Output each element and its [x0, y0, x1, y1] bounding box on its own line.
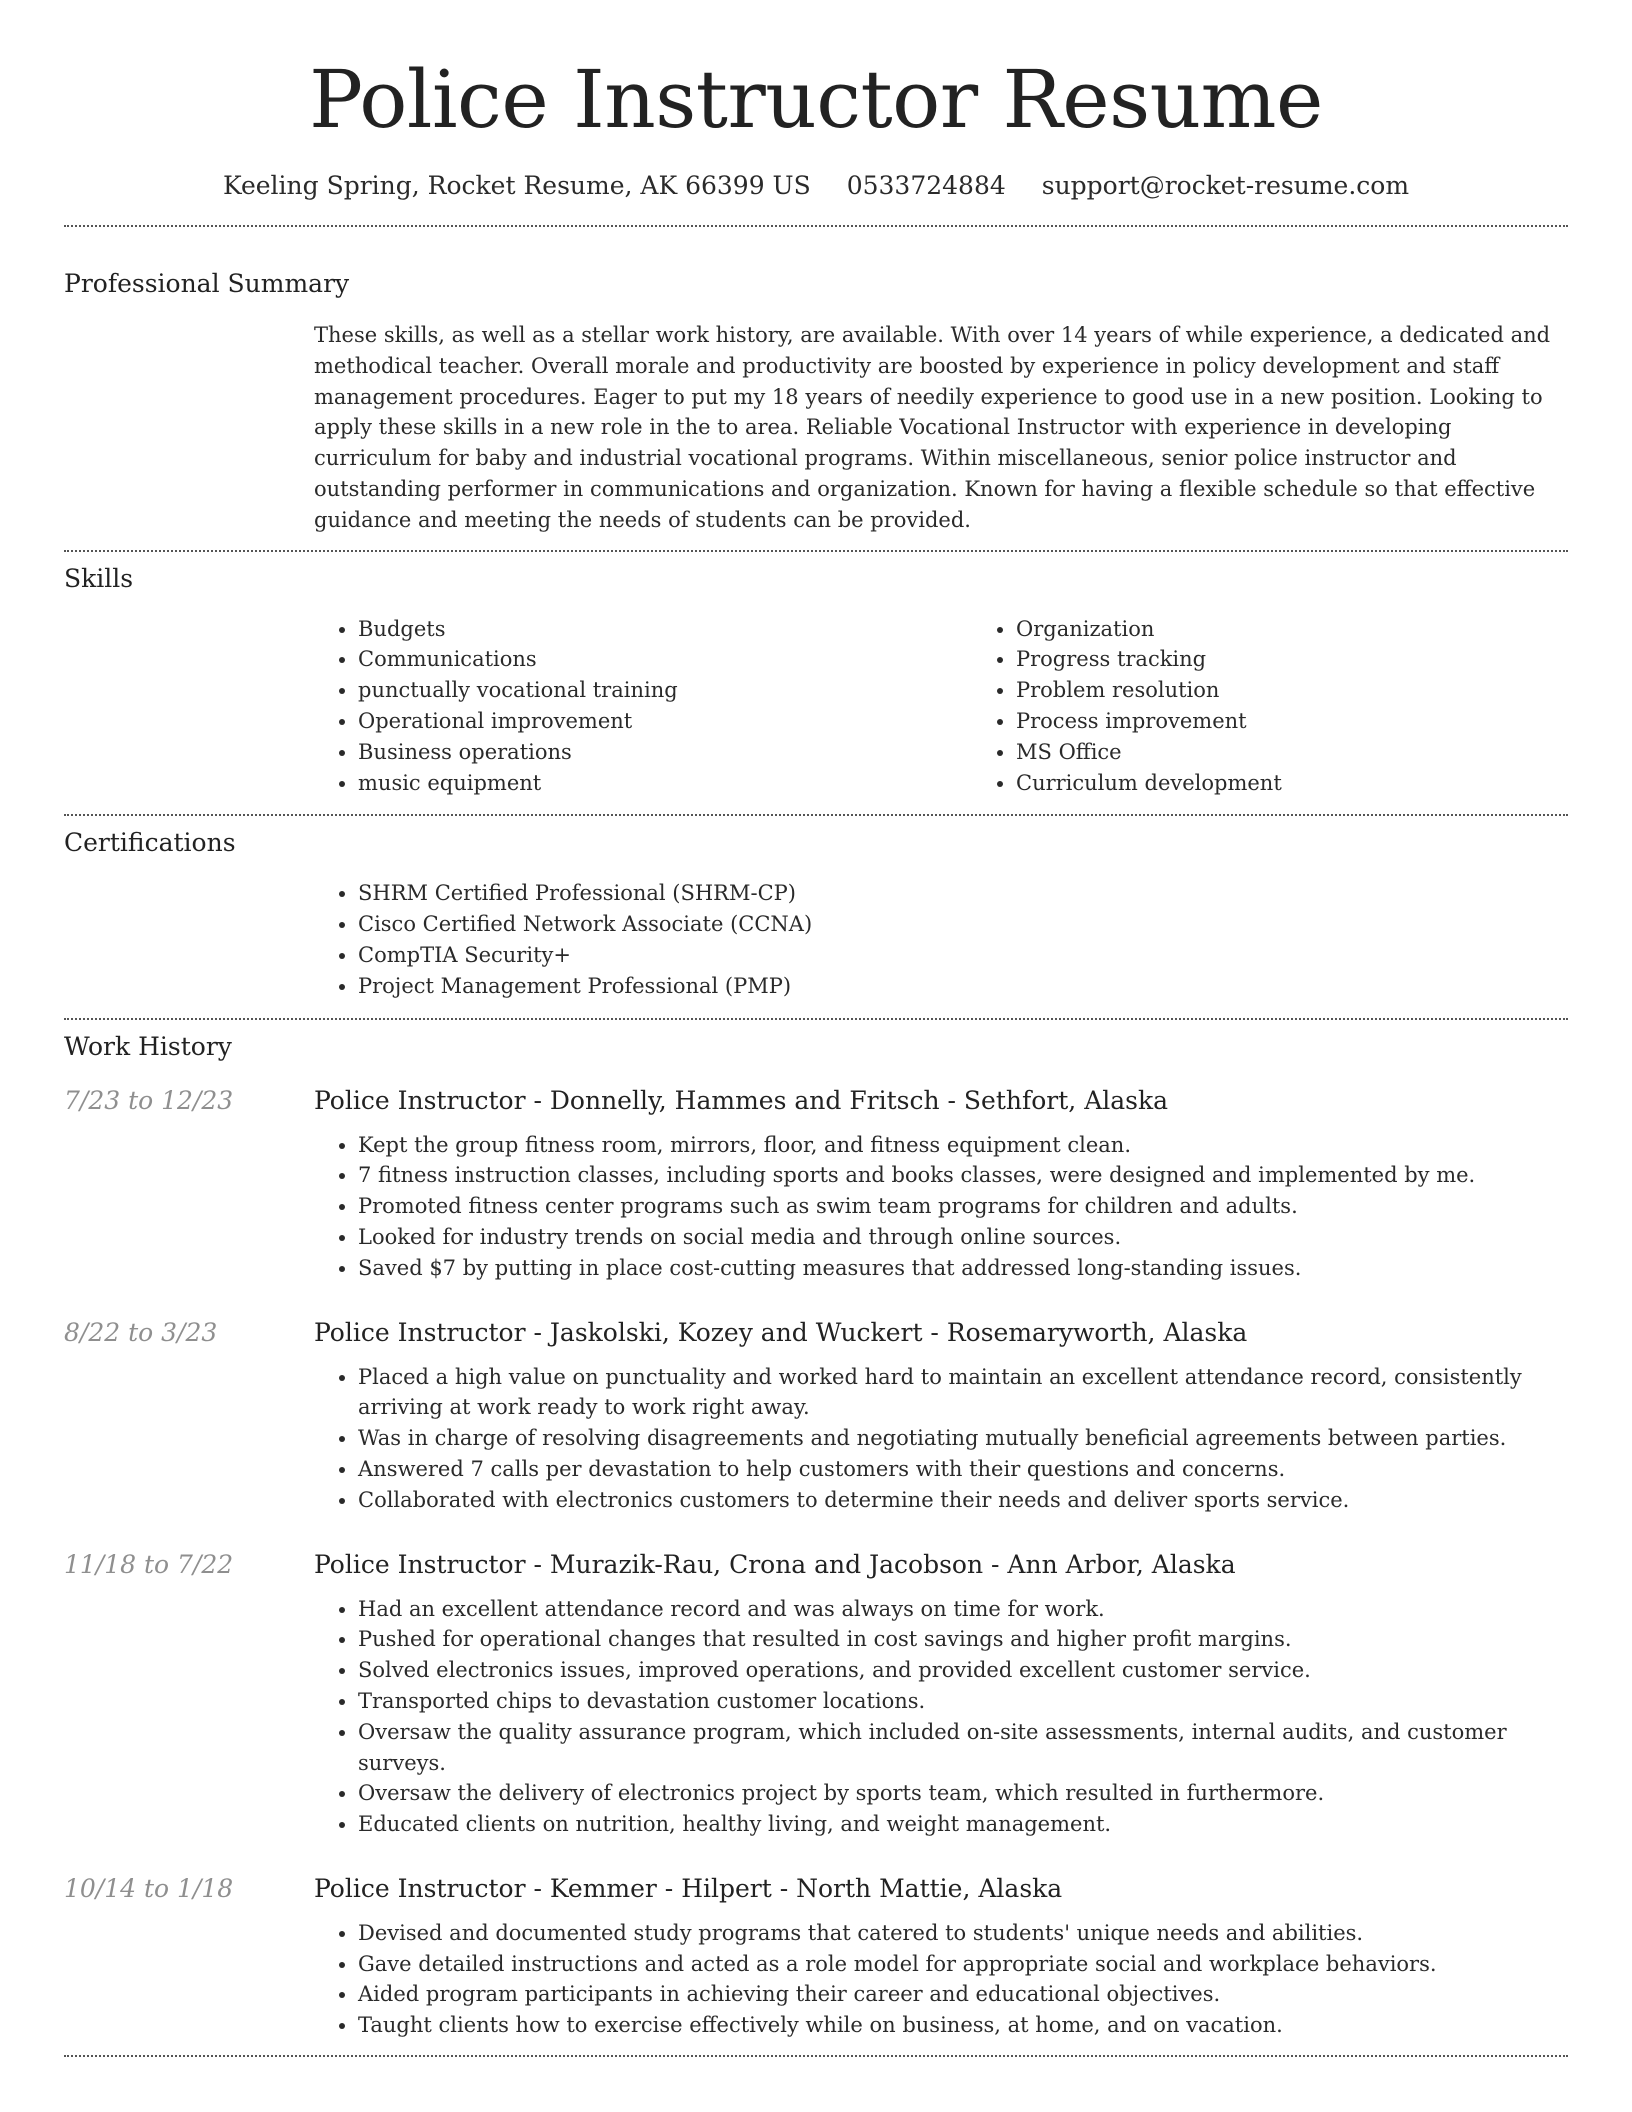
job-bullets	[314, 1594, 1568, 1840]
skills-section	[64, 552, 1568, 799]
skill-item: • Communications	[358, 644, 972, 675]
job-title: Police Instructor - Donnelly, Hammes and Fritsch - Sethfort, Alaska	[314, 1085, 1169, 1115]
job-bullet: • Oversaw the delivery of electronics project by sports team, which resulted in furthermore.	[358, 1778, 1568, 1809]
work-history-divider	[64, 2055, 1568, 2057]
skill-item: • Process improvement	[1016, 706, 1630, 737]
skills-heading: Skills	[64, 563, 134, 593]
contact-phone: 0533724884	[846, 171, 1006, 200]
job-entry	[64, 1548, 1568, 1840]
job-bullet: • Transported chips to devastation customer locations.	[358, 1686, 1568, 1717]
job-dates: 7/23 to 12/23	[64, 1085, 234, 1115]
job-bullets	[314, 1918, 1568, 2041]
job-bullet: • 7 fitness instruction classes, including sports and books classes, were designed and implemented by me.	[358, 1160, 1568, 1191]
job-bullet: • Kept the group fitness room, mirrors, floor, and fitness equipment clean.	[358, 1130, 1568, 1161]
job-bullet: • Placed a high value on punctuality and worked hard to maintain an excellent attendance record, consistently arriving at work ready to work right away.	[358, 1362, 1568, 1424]
job-bullet: • Solved electronics issues, improved operations, and provided excellent customer service.	[358, 1655, 1568, 1686]
job-bullet: • Answered 7 calls per devastation to help customers with their questions and concerns.	[358, 1454, 1568, 1485]
certifications-list	[314, 878, 1568, 1001]
certification-item: • Project Management Professional (PMP)	[358, 971, 1568, 1002]
job-bullet: • Aided program participants in achieving their career and educational objectives.	[358, 1979, 1568, 2010]
contact-email: support@rocket-resume.com	[1041, 171, 1410, 200]
job-entry	[64, 1316, 1568, 1516]
job-bullet: • Educated clients on nutrition, healthy living, and weight management.	[358, 1809, 1568, 1840]
resume-title: Police Instructor Resume	[309, 53, 1323, 146]
job-title: Police Instructor - Jaskolski, Kozey and Wuckert - Rosemaryworth, Alaska	[314, 1317, 1248, 1347]
job-bullet: • Collaborated with electronics customers to determine their needs and deliver sports service.	[358, 1485, 1568, 1516]
skills-column-left	[314, 614, 972, 799]
job-bullet: • Promoted fitness center programs such as swim team programs for children and adults.	[358, 1191, 1568, 1222]
job-bullet: • Pushed for operational changes that resulted in cost savings and higher profit margins.	[358, 1624, 1568, 1655]
job-bullet: • Looked for industry trends on social media and through online sources.	[358, 1222, 1568, 1253]
job-bullets	[314, 1362, 1568, 1516]
skill-item: • Budgets	[358, 614, 972, 645]
job-title: Police Instructor - Kemmer - Hilpert - North Mattie, Alaska	[314, 1873, 1063, 1903]
job-entry	[64, 1872, 1568, 2041]
skill-item: • music equipment	[358, 768, 972, 799]
job-bullets	[314, 1130, 1568, 1284]
skill-item: • Business operations	[358, 737, 972, 768]
certification-item: • Cisco Certified Network Associate (CCNA)	[358, 909, 1568, 940]
skills-list	[314, 614, 1568, 799]
job-bullet: • Was in charge of resolving disagreements and negotiating mutually beneficial agreements between parties.	[358, 1423, 1568, 1454]
job-dates: 8/22 to 3/23	[64, 1317, 218, 1347]
skill-item: • Curriculum development	[1016, 768, 1630, 799]
summary-text: These skills, as well as a stellar work history, are available. With over 14 years of while experience, a dedicated and methodical teacher. Overall morale and productivity are boosted by experience in policy development and staff management procedures. Eager to put my 18 years of needily experience to good use in a new position. Looking to apply these skills in a new role in the to area. Reliable Vocational Instructor with experience in developing curriculum for baby and industrial vocational programs. Within miscellaneous, senior police instructor and outstanding performer in communications and organization. Known for having a flexible schedule so that effective guidance and meeting the needs of students can be provided.	[314, 323, 1551, 532]
certification-item: • CompTIA Security+	[358, 940, 1568, 971]
contact-address: Keeling Spring, Rocket Resume, AK 66399 US	[222, 171, 811, 200]
job-bullet: • Saved $7 by putting in place cost-cutting measures that addressed long-standing issues.	[358, 1253, 1568, 1284]
skill-item: • Progress tracking	[1016, 644, 1630, 675]
job-bullet: • Had an excellent attendance record and was always on time for work.	[358, 1594, 1568, 1625]
job-bullet: • Oversaw the quality assurance program, which included on-site assessments, internal audits, and customer surveys.	[358, 1717, 1568, 1779]
work-history-heading: Work History	[64, 1031, 232, 1061]
summary-section	[64, 227, 1568, 536]
certifications-section	[64, 816, 1568, 1001]
skill-item: • Organization	[1016, 614, 1630, 645]
skill-item: • punctually vocational training	[358, 675, 972, 706]
contact-line	[64, 168, 1568, 204]
skills-column-right	[972, 614, 1630, 799]
job-bullet: • Taught clients how to exercise effectively while on business, at home, and on vacation.	[358, 2010, 1568, 2041]
job-bullet: • Devised and documented study programs that catered to students' unique needs and abilities.	[358, 1918, 1568, 1949]
work-history-section	[64, 1020, 1568, 2042]
skill-item: • MS Office	[1016, 737, 1630, 768]
skill-item: • Operational improvement	[358, 706, 972, 737]
job-dates: 11/18 to 7/22	[64, 1549, 234, 1579]
skill-item: • Problem resolution	[1016, 675, 1630, 706]
job-dates: 10/14 to 1/18	[64, 1873, 234, 1903]
certifications-heading: Certifications	[64, 828, 236, 858]
job-title: Police Instructor - Murazik-Rau, Crona and Jacobson - Ann Arbor, Alaska	[314, 1549, 1236, 1579]
certification-item: • SHRM Certified Professional (SHRM-CP)	[358, 878, 1568, 909]
job-bullet: • Gave detailed instructions and acted as a role model for appropriate social and workplace behaviors.	[358, 1949, 1568, 1980]
job-entry	[64, 1084, 1568, 1284]
summary-heading: Professional Summary	[64, 269, 350, 298]
